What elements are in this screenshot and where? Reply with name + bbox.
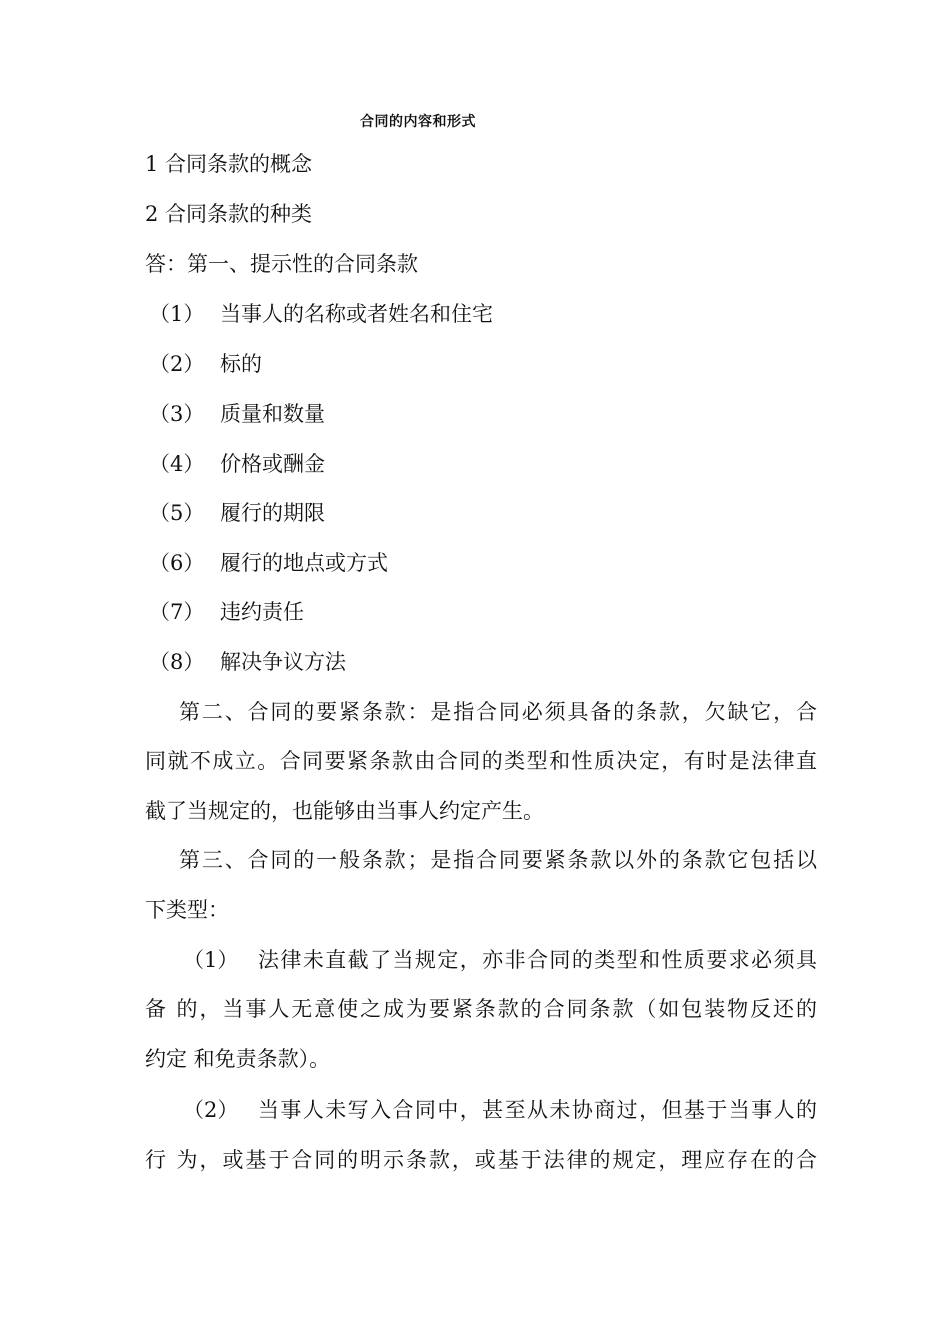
paragraph-line: 第三、合同的一般条款；是指合同要紧条款以外的条款它包括以 <box>179 848 817 872</box>
list-item-text: 当事人的名称或者姓名和住宅 <box>220 302 493 326</box>
heading-concept: 1 合同条款的概念 <box>145 152 313 176</box>
list-item-number: （2） <box>149 352 205 376</box>
answer-intro: 答：第一、提示性的合同条款 <box>145 252 418 276</box>
paragraph-line: 约定 和免责条款）。 <box>145 1047 331 1071</box>
list-item-number: （3） <box>149 402 205 426</box>
paragraph-line: 第二、合同的要紧条款：是指合同必须具备的条款，欠缺它，合 <box>179 700 817 724</box>
list-item-text: 价格或酬金 <box>220 452 325 476</box>
list-item-text: 履行的期限 <box>220 501 325 525</box>
paragraph-line: 行 为，或基于合同的明示条款，或基于法律的规定，理应存在的合 <box>145 1148 817 1172</box>
list-item-number: （7） <box>149 600 205 624</box>
list-item-text: 标的 <box>220 352 262 376</box>
list-item-text: 违约责任 <box>220 600 304 624</box>
list-item-number: （8） <box>149 650 205 674</box>
paragraph-line: 当事人未写入合同中，甚至从未协商过，但基于当事人的 <box>258 1098 817 1122</box>
sub-item-number: （2） <box>183 1098 239 1122</box>
list-item <box>145 400 325 428</box>
list-item-text: 履行的地点或方式 <box>220 551 388 575</box>
paragraph-line: 同就不成立。合同要紧条款由合同的类型和性质决定，有时是法律直 <box>145 749 817 773</box>
list-item <box>145 350 262 378</box>
list-item-text: 质量和数量 <box>220 402 325 426</box>
paragraph-line: 下类型： <box>145 898 229 922</box>
document-title: 合同的内容和形式 <box>360 114 476 130</box>
list-item <box>145 549 388 577</box>
list-item-text: 解决争议方法 <box>220 650 346 674</box>
sub-item-number: （1） <box>183 948 239 972</box>
list-item <box>145 598 304 626</box>
paragraph-line: 备 的，当事人无意使之成为要紧条款的合同条款（如包装物反还的 <box>145 997 817 1021</box>
list-item-number: （5） <box>149 501 205 525</box>
list-item-number: （6） <box>149 551 205 575</box>
paragraph-line: 截了当规定的，也能够由当事人约定产生。 <box>145 799 544 823</box>
list-item <box>145 450 325 478</box>
heading-types: 2 合同条款的种类 <box>145 202 313 226</box>
list-item-number: （4） <box>149 452 205 476</box>
list-item <box>145 300 493 328</box>
list-item <box>145 499 325 527</box>
list-item <box>145 648 346 676</box>
paragraph-line: 法律未直截了当规定，亦非合同的类型和性质要求必须具 <box>258 948 817 972</box>
list-item-number: （1） <box>149 302 205 326</box>
